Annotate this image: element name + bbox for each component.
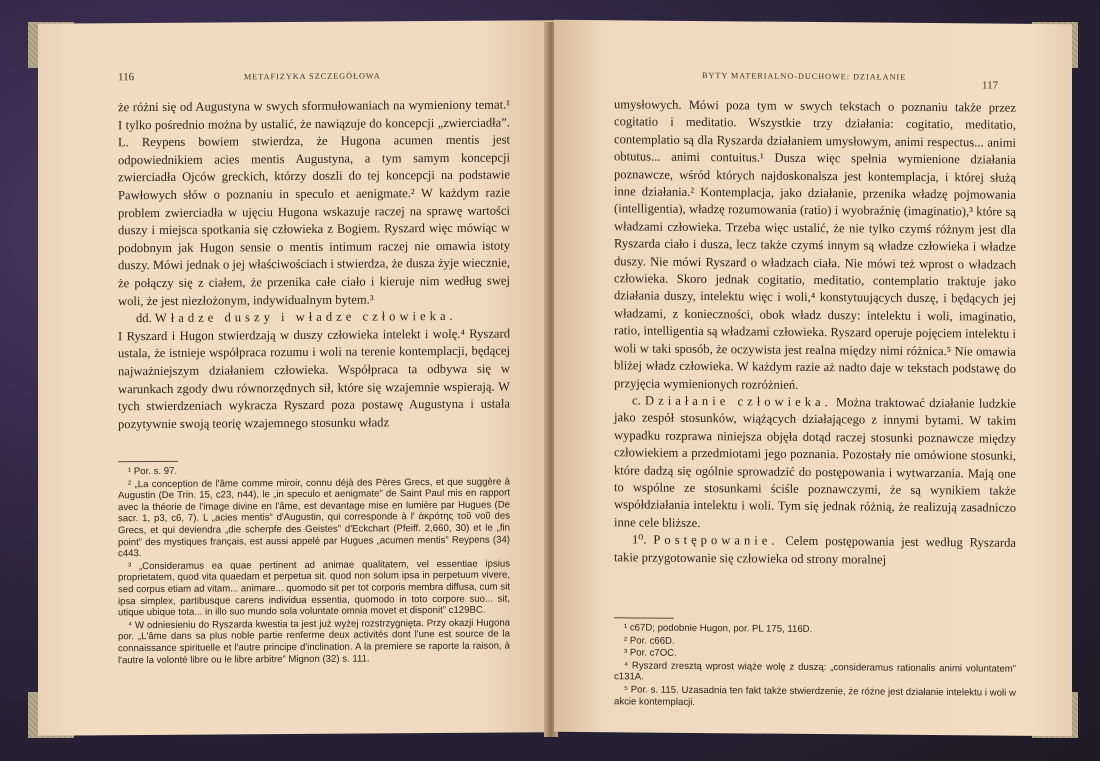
section-prefix: 1⁰. [632, 532, 647, 547]
page-number: 117 [982, 79, 999, 92]
footnote: ⁴ Ryszard zresztą wprost wiąże wolę z duszą: „consideramus rationalis animi voluntatem” c131A. [614, 660, 1016, 683]
left-footnotes [118, 464, 510, 668]
left-page [38, 20, 556, 736]
footnote: ¹ c67D; podobnie Hugon, por. PL 175, 116D. [624, 622, 813, 635]
section-prefix: c. [632, 393, 641, 408]
footnote-rule [118, 461, 178, 462]
paragraph: umysłowych. Mówi poza tym w swych tekstach o poznaniu także przez cogitatio i meditatio. Wszystkie trzy działania: cogitatio, meditatio, contemplatio są dla Ryszarda działaniem umysłowym, animi respectus... animi obtutus... animi contuitus.¹ Dusza więc spełnia wymienione działania poznawcze, wśród których najdoskonalsza jest kontemplacja, i której służą inne działania.² Kontemplacja, jako działanie, przenika władzę pojmowania (intelligentia), władzę rozumowania (ratio) i wyobraźnię (imaginatio),³ które są władzami człowieka. Trzeba więc ustalić, że nie tylko czymś różnym jest dla Ryszarda ciało i dusza, lecz także czymś innym są władze człowieka i władze duszy. Nie mówi Ryszard o władzach ciała. Nie mówi też wprost o władzach człowieka. Skoro jednak cogitatio, meditatio, contemplatio traktuje jako działania duszy, intelektu więc i woli,⁴ konstytuujących duszę, i będących jej władzami, z konieczności, obok władz duszy: intelektu i woli, imaginatio, ratio, intelligentia są władzami człowieka. Ryszard operuje pojęciem intelektu i woli w taki sposób, że oczywista jest realna między nimi różnica.⁵ Nie omawia bliżej władz człowieka. W każdym razie aż nadto daje w tekstach podstawę do przyjęcia wymienionych rozróżnień. [614, 97, 1016, 392]
paragraph: że różni się od Augustyna w swych sformułowaniach na wymieniony temat.¹ I tylko pośrednio można by ustalić, że nawiązuje do koncepcji „zwierciadła”. L. Reypens bowiem stwierdza, że Hugona acumen mentis jest odpowiednikiem acies mentis Augustyna, a tym samym koncepcji zwierciadła Ojców greckich, którzy doszli do tej koncepcji na podstawie Pawłowych słów o poznaniu in speculo et aenigmate.² W każdym razie problem zwierciadła w ujęciu Hugona wskazuje raczej na sprawę wartości duszy i miejsca spotkania się człowieka z Bogiem. Ryszard więc mówiąc w podobnym jak Hugon sensie o mentis intimum raczej nie omawia istoty duszy. Mówi jednak o jej właściwościach i stwierdza, że dusza żyje wiecznie, że połączy się z ciałem, że przenika całe ciało i kieruje nim według swej woli, że jest niezłożonym, indywidualnym bytem.³ [118, 97, 510, 308]
section-heading [614, 531, 1016, 569]
right-footnotes [614, 622, 1016, 712]
section-heading [614, 392, 1016, 535]
paragraph: I Ryszard i Hugon stwierdzają w duszy człowieka intelekt i wolę.⁴ Ryszard ustala, że istnieje współpraca rozumu i woli na terenie kontemplacji, będącej najważniejszym działaniem człowieka. Współpraca ta odbywa się w warunkach zgody dwu równorzędnych sił, które się wzajemnie wspierają. W tych stwierdzeniach wykracza Ryszard poza postawę Augustyna i ustala pozytywnie swoją teorię wzajemnego stosunku władz [118, 326, 510, 431]
footnote: ² „La conception de l'âme comme miroir, connu déjà des Pères Grecs, et que suggère à Augustin (De Trin. 15, c23, n44), le „in speculo et aenigmate” de Saint Paul mis en rapport avec la théorie de l'image divine en l'âme, est devantage mise en lumière par Hugues (De sacr. 1, p3, c6, 7). L „acies mentis” d'Augustin, qui corresponde à l' ἀκρότης τοῦ νοῦ des Grecs, et qui deviendra „die scherpfe des Geistes” d'Eckchart (Pfeiff. 2,660, 30) et le „fin point” des mystiques français, est aussi appelé par Hugues „acumen mentis” Reypens (34) c443. [118, 476, 510, 560]
left-body [118, 97, 510, 434]
section-prefix: dd. [136, 311, 152, 326]
footnote: ⁵ Por. s. 115. Uzasadnia ten fakt także stwierdzenie, że różne jest działanie intelektu i woli w akcie kontemplacji. [614, 684, 1016, 708]
section-title: Władze duszy i władze człowieka. [154, 309, 457, 326]
footnote: ³ Por. c7OC. [624, 647, 677, 659]
section-title: Postępowanie. [653, 532, 779, 548]
footnote: ² Por. c66D. [624, 634, 675, 647]
footnote: ⁴ W odniesieniu do Ryszarda kwestia ta jest już wyżej rozstrzygnięta. Przy okazji Hugona por. „L'âme dans sa plus noble partie renferme deux activités dont l'une est source de la connaissance spirituelle et l'autre principe d'inclination. A la premiere se raporte la raison, à l'autre la volonté libre ou le libre arbitre” Mignon (32) s. 111. [118, 617, 510, 666]
right-body [614, 96, 1016, 569]
running-head: METAFIZYKA SZCZEGÓŁOWA [244, 71, 381, 82]
footnote-rule [614, 617, 674, 619]
section-title: Działanie człowieka. [645, 393, 832, 410]
footnote: ³ „Consideramus ea quae pertinent ad animae qualitatem, vel essentiae ipsius proprietatem, quod vita quaedam et perpetua sit. quod non solum ipsa in perpetuum vivere, sed corpus etiam ad vitam... animare... quomodo sit per tot corporis membra diffusa, cum sit ipsa simplex, partibusque carens individua essentia, quomodo in toto corpore suo... sit, utique ubique tota... in illo suo mundo sola voluntate omnia movet et disponit” c129BC. [118, 558, 510, 619]
paragraph: Celem postępowania jest według Ryszarda takie przygotowanie się człowieka od strony moralnej [614, 533, 1016, 567]
paragraph: Można traktować działanie ludzkie jako zespół stosunków, wiążących działającego z innymi bytami. W takim wypadku rozprawa niniejsza objęła dotąd raczej stosunki poznawcze między człowiekiem a przedmiotami jego poznania. Pozostały nie omówione stosunki, które dadzą się ogólnie sprowadzić do postępowania i wytwarzania. Mają one to wspólne ze stosunkami ściśle poznawczymi, że są wynikiem także współdziałania intelektu i woli. Tym się jednak różnią, że realizują zasadniczo inne cele bliższe. [614, 395, 1016, 530]
running-head: BYTY MATERIALNO-DUCHOWE: DZIAŁANIE [702, 71, 907, 82]
open-book [28, 22, 1078, 742]
page-number: 116 [118, 71, 135, 84]
right-page [554, 20, 1072, 737]
footnote: ¹ Por. s. 97. [128, 465, 178, 478]
